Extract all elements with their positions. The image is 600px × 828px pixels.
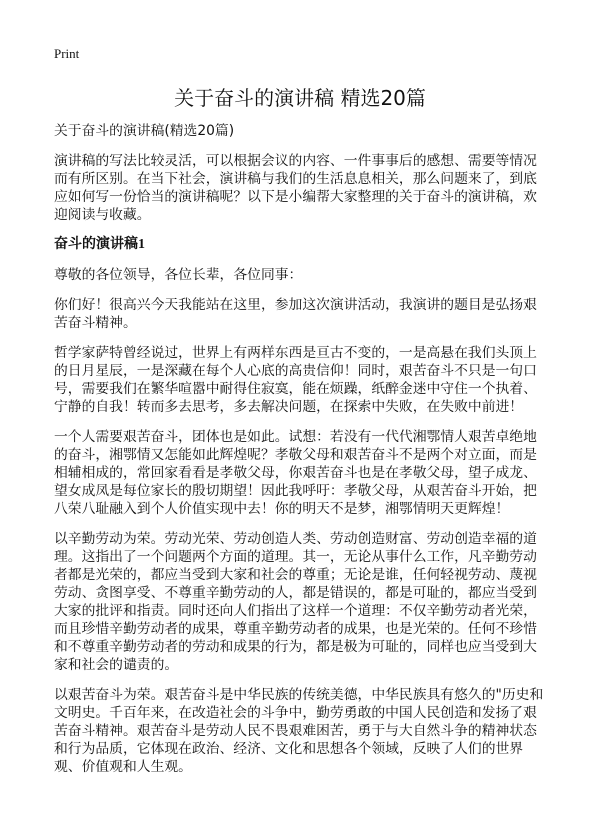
- subtitle: 关于奋斗的演讲稿(精选20篇): [54, 123, 235, 139]
- paragraph: 以辛勤劳动为荣。劳动光荣、劳动创造人类、劳动创造财富、劳动创造幸福的道理。这指出了一个问题两个方面的道理。其一，无论从事什么工作，凡辛勤劳动者都是光荣的，都应当受到大家和社会的尊重；无论是谁，任何轻视劳动、蔑视劳动、贪图享受、不尊重辛勤劳动的人，都是错误的，都是可耻的，都应当受到大家的批评和指责。同时还向人们指出了这样一个道理：不仅辛勤劳动者光荣，而且珍惜辛勤劳动者的成果，尊重辛勤劳动者的成果，也是光荣的。任何不珍惜和不尊重辛勤劳动者的劳动和成果的行为，都是极为可耻的，同样也应当受到大家和社会的谴责的。: [54, 531, 537, 673]
- paragraph: 一个人需要艰苦奋斗，团体也是如此。试想：若没有一代代湘鄂情人艰苦卓绝地的奋斗，湘鄂情又怎能如此辉煌呢？孝敬父母和艰苦奋斗不是两个对立面，而是相辅相成的，常回家看看是孝敬父母，你艰苦奋斗也是在孝敬父母，望子成龙、望女成凤是每位家长的殷切期望！因此我呼吁：孝敬父母，从艰苦奋斗开始，把八荣八耻融入到个人价值实现中去！你的明天不是梦，湘鄂情明天更辉煌！: [54, 429, 537, 517]
- document-body: [54, 122, 548, 788]
- paragraph: 尊敬的各位领导，各位长辈，各位同事：: [54, 267, 303, 283]
- print-link[interactable]: Print: [54, 46, 80, 61]
- paragraph: 哲学家萨特曾经说过，世界上有两样东西是亘古不变的，一是高悬在我们头顶上的日月星辰，一是深藏在每个人心底的高贵信仰！同时，艰苦奋斗不只是一句口号，需要我们在繁华喧嚣中耐得住寂寞，能在烦躁，纸醉金迷中守住一个执着、宁静的自我！转而多去思考，多去解决问题，在探索中失败，在失败中前进！: [54, 345, 537, 415]
- page-title: 关于奋斗的演讲稿 精选20篇: [174, 86, 426, 110]
- paragraph: 你们好！很高兴今天我能站在这里，参加这次演讲活动，我演讲的题目是弘扬艰苦奋斗精神。: [54, 297, 537, 331]
- paragraph: 以艰苦奋斗为荣。艰苦奋斗是中华民族的传统美德，中华民族具有悠久的"历史和文明史。千百年来，在改造社会的斗争中，勤劳勇敢的中国人民创造和发扬了艰苦奋斗精神。艰苦奋斗是劳动人民不畏艰难困苦，勇于与大自然斗争的精神状态和行为品质，它体现在政治、经济、文化和思想各个领域，反映了人们的世界观、价值观和人生观。: [54, 687, 544, 775]
- intro-paragraph: 演讲稿的写法比较灵活，可以根据会议的内容、一件事事后的感想、需要等情况而有所区别。在当下社会，演讲稿与我们的生活息息相关，那么问题来了，到底应如何写一份恰当的演讲稿呢？以下是小编帮大家整理的关于奋斗的演讲稿，欢迎阅读与收藏。: [54, 153, 537, 223]
- section-heading: 奋斗的演讲稿1: [54, 237, 145, 252]
